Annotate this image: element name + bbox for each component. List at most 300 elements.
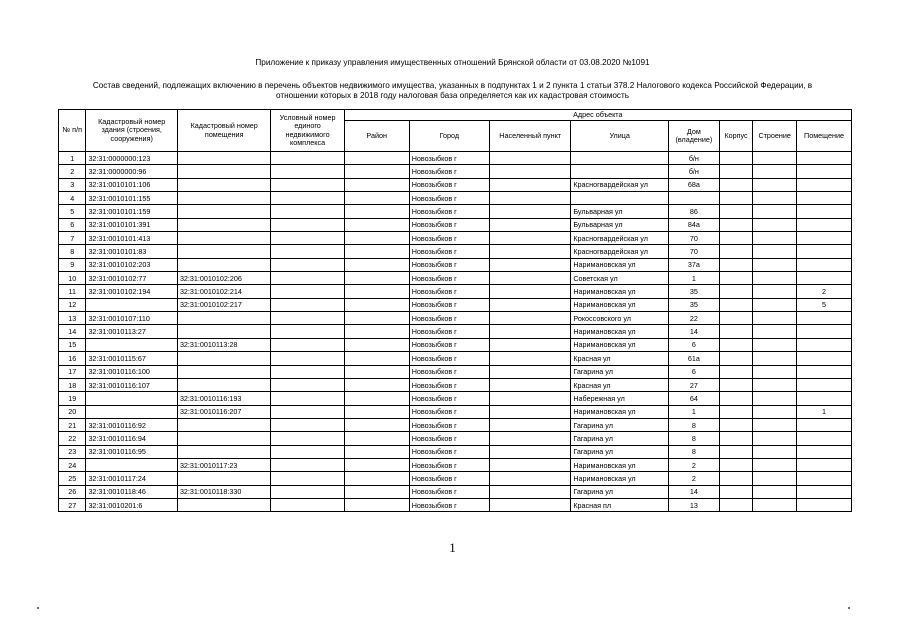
cell-settlement — [490, 432, 571, 445]
cell-korpus — [719, 338, 753, 351]
cell-stroenie — [753, 272, 797, 285]
table-row — [59, 378, 852, 391]
col-header-num: № п/п — [59, 110, 86, 152]
cell-house: 1 — [668, 405, 719, 418]
cell-premises-cadastral: 32:31:0010113:28 — [177, 338, 271, 351]
cell-num: 14 — [59, 325, 86, 338]
cell-building-cadastral: 32:31:0010116:95 — [86, 445, 178, 458]
cell-settlement — [490, 232, 571, 245]
cell-premises-cadastral: 32:31:0010102:217 — [177, 298, 271, 311]
cell-street: Рокоссовского ул — [571, 312, 669, 325]
cell-korpus — [719, 378, 753, 391]
table-row — [59, 258, 852, 271]
cell-num: 1 — [59, 152, 86, 165]
cell-room — [797, 245, 852, 258]
cell-num: 13 — [59, 312, 86, 325]
cell-complex-number — [271, 218, 344, 231]
cell-city: Новозыбков г — [409, 272, 489, 285]
cell-district — [344, 218, 409, 231]
cell-complex-number — [271, 392, 344, 405]
cell-building-cadastral: 32:31:0010102:194 — [86, 285, 178, 298]
table-row — [59, 458, 852, 471]
cell-district — [344, 338, 409, 351]
cell-house: 14 — [668, 325, 719, 338]
cell-building-cadastral: 32:31:0010101:413 — [86, 232, 178, 245]
cell-premises-cadastral: 32:31:0010116:207 — [177, 405, 271, 418]
cell-district — [344, 432, 409, 445]
cell-street: Наримановская ул — [571, 325, 669, 338]
cell-building-cadastral — [86, 405, 178, 418]
cell-korpus — [719, 245, 753, 258]
cell-num: 26 — [59, 485, 86, 498]
cell-complex-number — [271, 432, 344, 445]
cell-complex-number — [271, 338, 344, 351]
cell-korpus — [719, 392, 753, 405]
cell-premises-cadastral — [177, 258, 271, 271]
cell-complex-number — [271, 405, 344, 418]
cell-room — [797, 445, 852, 458]
cell-street: Гагарина ул — [571, 485, 669, 498]
cell-house — [668, 192, 719, 205]
cell-building-cadastral: 32:31:0010116:92 — [86, 418, 178, 431]
cell-korpus — [719, 165, 753, 178]
cell-korpus — [719, 445, 753, 458]
col-header-korpus: Корпус — [719, 121, 753, 152]
cell-room — [797, 392, 852, 405]
cell-house: 14 — [668, 485, 719, 498]
cell-city: Новозыбков г — [409, 218, 489, 231]
cell-building-cadastral: 32:31:0010116:100 — [86, 365, 178, 378]
cell-num: 17 — [59, 365, 86, 378]
col-header-premises-cadastral: Кадастровый номер помещения — [177, 110, 271, 152]
cell-room — [797, 205, 852, 218]
cell-district — [344, 485, 409, 498]
cell-num: 25 — [59, 472, 86, 485]
cell-street — [571, 165, 669, 178]
cell-district — [344, 325, 409, 338]
cell-stroenie — [753, 285, 797, 298]
cell-premises-cadastral: 32:31:0010102:206 — [177, 272, 271, 285]
scan-speck — [848, 607, 850, 609]
cell-korpus — [719, 258, 753, 271]
cell-house: 70 — [668, 232, 719, 245]
cell-stroenie — [753, 485, 797, 498]
cell-num: 22 — [59, 432, 86, 445]
cell-stroenie — [753, 338, 797, 351]
cell-district — [344, 445, 409, 458]
cell-district — [344, 352, 409, 365]
cell-korpus — [719, 192, 753, 205]
cell-complex-number — [271, 192, 344, 205]
cell-num: 19 — [59, 392, 86, 405]
cell-city: Новозыбков г — [409, 245, 489, 258]
table-row — [59, 338, 852, 351]
cell-building-cadastral: 32:31:0010102:77 — [86, 272, 178, 285]
table-row — [59, 432, 852, 445]
cell-street: Красногвардейская ул — [571, 232, 669, 245]
cell-premises-cadastral — [177, 178, 271, 191]
cell-house: 2 — [668, 472, 719, 485]
cell-house: 1 — [668, 272, 719, 285]
table-row — [59, 472, 852, 485]
cell-district — [344, 152, 409, 165]
cell-settlement — [490, 312, 571, 325]
table-row — [59, 165, 852, 178]
cell-korpus — [719, 485, 753, 498]
cell-complex-number — [271, 325, 344, 338]
table-row — [59, 485, 852, 498]
cell-city: Новозыбков г — [409, 298, 489, 311]
cell-num: 21 — [59, 418, 86, 431]
cell-house: 6 — [668, 365, 719, 378]
cell-korpus — [719, 178, 753, 191]
col-header-building-cadastral: Кадастровый номер здания (строения, сооружения) — [86, 110, 178, 152]
cell-stroenie — [753, 392, 797, 405]
cell-num: 24 — [59, 458, 86, 471]
cell-settlement — [490, 445, 571, 458]
cell-num: 10 — [59, 272, 86, 285]
table-row — [59, 445, 852, 458]
cell-house: 35 — [668, 285, 719, 298]
cell-korpus — [719, 432, 753, 445]
cell-settlement — [490, 298, 571, 311]
cell-num: 15 — [59, 338, 86, 351]
cell-building-cadastral — [86, 338, 178, 351]
col-header-city: Город — [409, 121, 489, 152]
cell-stroenie — [753, 178, 797, 191]
cell-complex-number — [271, 418, 344, 431]
cell-house: б/н — [668, 165, 719, 178]
cell-house: 37а — [668, 258, 719, 271]
cell-stroenie — [753, 432, 797, 445]
cell-room — [797, 378, 852, 391]
cell-city: Новозыбков г — [409, 405, 489, 418]
cell-room — [797, 312, 852, 325]
cell-room — [797, 338, 852, 351]
cell-street: Наримановская ул — [571, 338, 669, 351]
cell-stroenie — [753, 352, 797, 365]
cell-city: Новозыбков г — [409, 165, 489, 178]
cell-street: Наримановская ул — [571, 258, 669, 271]
cell-street: Красногвардейская ул — [571, 245, 669, 258]
cell-stroenie — [753, 418, 797, 431]
cell-settlement — [490, 258, 571, 271]
col-header-complex-number: Условный номер единого недвижимого комплекса — [271, 110, 344, 152]
cell-premises-cadastral — [177, 472, 271, 485]
cell-korpus — [719, 498, 753, 511]
cell-stroenie — [753, 218, 797, 231]
table-row — [59, 245, 852, 258]
cell-street: Гагарина ул — [571, 432, 669, 445]
cell-house: 8 — [668, 432, 719, 445]
table-row — [59, 352, 852, 365]
table-row — [59, 152, 852, 165]
cell-street: Наримановская ул — [571, 298, 669, 311]
table-row — [59, 192, 852, 205]
cell-settlement — [490, 192, 571, 205]
table-row — [59, 498, 852, 511]
cell-district — [344, 272, 409, 285]
cell-premises-cadastral — [177, 365, 271, 378]
table-row — [59, 365, 852, 378]
cell-building-cadastral: 32:31:0010101:106 — [86, 178, 178, 191]
cell-num: 8 — [59, 245, 86, 258]
cell-complex-number — [271, 258, 344, 271]
cell-room — [797, 458, 852, 471]
table-body — [59, 152, 852, 512]
cell-stroenie — [753, 298, 797, 311]
cell-city: Новозыбков г — [409, 485, 489, 498]
cell-district — [344, 192, 409, 205]
cell-premises-cadastral — [177, 205, 271, 218]
cell-settlement — [490, 352, 571, 365]
cell-building-cadastral: 32:31:0010101:155 — [86, 192, 178, 205]
cell-district — [344, 165, 409, 178]
cell-settlement — [490, 338, 571, 351]
document-heading-line1: Состав сведений, подлежащих включению в перечень объектов недвижимого имущества, указанных в подпунктах 1 и 2 пункта 1 статьи 378.2 Налогового кодекса Российской Федерации, в — [92, 81, 813, 90]
cell-premises-cadastral — [177, 218, 271, 231]
cell-korpus — [719, 312, 753, 325]
cell-korpus — [719, 232, 753, 245]
cell-complex-number — [271, 485, 344, 498]
cell-stroenie — [753, 458, 797, 471]
cell-house: 84а — [668, 218, 719, 231]
cell-settlement — [490, 325, 571, 338]
cell-settlement — [490, 205, 571, 218]
col-header-room: Помещение — [797, 121, 852, 152]
cell-room — [797, 258, 852, 271]
cell-settlement — [490, 405, 571, 418]
cell-district — [344, 312, 409, 325]
cell-room — [797, 178, 852, 191]
cell-settlement — [490, 365, 571, 378]
cell-district — [344, 472, 409, 485]
cell-settlement — [490, 392, 571, 405]
cell-city: Новозыбков г — [409, 352, 489, 365]
table-row — [59, 218, 852, 231]
cell-building-cadastral: 32:31:0010118:46 — [86, 485, 178, 498]
cell-premises-cadastral: 32:31:0010117:23 — [177, 458, 271, 471]
cell-room — [797, 232, 852, 245]
cell-room — [797, 165, 852, 178]
cell-city: Новозыбков г — [409, 472, 489, 485]
table-row — [59, 285, 852, 298]
cell-city: Новозыбков г — [409, 285, 489, 298]
property-register-table — [58, 109, 852, 512]
cell-korpus — [719, 352, 753, 365]
cell-num: 7 — [59, 232, 86, 245]
cell-district — [344, 458, 409, 471]
cell-street: Красная ул — [571, 352, 669, 365]
table-row — [59, 205, 852, 218]
cell-complex-number — [271, 272, 344, 285]
cell-korpus — [719, 458, 753, 471]
cell-house: 13 — [668, 498, 719, 511]
cell-district — [344, 378, 409, 391]
cell-num: 3 — [59, 178, 86, 191]
cell-settlement — [490, 498, 571, 511]
cell-premises-cadastral — [177, 418, 271, 431]
cell-city: Новозыбков г — [409, 338, 489, 351]
cell-house: б/н — [668, 152, 719, 165]
cell-house: 6 — [668, 338, 719, 351]
cell-settlement — [490, 378, 571, 391]
cell-building-cadastral — [86, 298, 178, 311]
cell-building-cadastral: 32:31:0000000:123 — [86, 152, 178, 165]
cell-building-cadastral: 32:31:0000000:96 — [86, 165, 178, 178]
cell-city: Новозыбков г — [409, 365, 489, 378]
cell-street: Бульварная ул — [571, 218, 669, 231]
cell-building-cadastral: 32:31:0010116:94 — [86, 432, 178, 445]
cell-house: 68а — [668, 178, 719, 191]
cell-premises-cadastral — [177, 498, 271, 511]
cell-street: Гагарина ул — [571, 365, 669, 378]
cell-premises-cadastral: 32:31:0010102:214 — [177, 285, 271, 298]
col-header-street: Улица — [571, 121, 669, 152]
cell-street: Советская ул — [571, 272, 669, 285]
cell-street: Наримановская ул — [571, 405, 669, 418]
table-header — [59, 110, 852, 152]
cell-premises-cadastral — [177, 152, 271, 165]
cell-settlement — [490, 218, 571, 231]
cell-building-cadastral: 32:31:0010101:83 — [86, 245, 178, 258]
col-header-address-group: Адрес объекта — [344, 110, 851, 121]
cell-street: Гагарина ул — [571, 418, 669, 431]
cell-complex-number — [271, 285, 344, 298]
col-header-settlement: Населенный пункт — [490, 121, 571, 152]
cell-street: Красная пл — [571, 498, 669, 511]
cell-building-cadastral: 32:31:0010201:6 — [86, 498, 178, 511]
cell-room — [797, 325, 852, 338]
cell-korpus — [719, 285, 753, 298]
cell-complex-number — [271, 472, 344, 485]
cell-street: Гагарина ул — [571, 445, 669, 458]
cell-building-cadastral — [86, 458, 178, 471]
cell-num: 2 — [59, 165, 86, 178]
cell-korpus — [719, 152, 753, 165]
cell-premises-cadastral — [177, 312, 271, 325]
cell-settlement — [490, 178, 571, 191]
cell-room — [797, 485, 852, 498]
cell-district — [344, 365, 409, 378]
cell-district — [344, 205, 409, 218]
cell-stroenie — [753, 165, 797, 178]
cell-city: Новозыбков г — [409, 205, 489, 218]
cell-premises-cadastral — [177, 245, 271, 258]
cell-city: Новозыбков г — [409, 312, 489, 325]
cell-district — [344, 298, 409, 311]
table-row — [59, 232, 852, 245]
cell-num: 4 — [59, 192, 86, 205]
cell-complex-number — [271, 298, 344, 311]
scan-speck — [37, 607, 39, 609]
cell-building-cadastral: 32:31:0010101:159 — [86, 205, 178, 218]
cell-room — [797, 218, 852, 231]
cell-district — [344, 258, 409, 271]
cell-district — [344, 245, 409, 258]
cell-building-cadastral — [86, 392, 178, 405]
cell-street: Наримановская ул — [571, 472, 669, 485]
cell-city: Новозыбков г — [409, 432, 489, 445]
cell-district — [344, 178, 409, 191]
cell-premises-cadastral — [177, 445, 271, 458]
cell-street: Наримановская ул — [571, 285, 669, 298]
cell-premises-cadastral — [177, 192, 271, 205]
cell-korpus — [719, 472, 753, 485]
cell-korpus — [719, 272, 753, 285]
cell-premises-cadastral: 32:31:0010118:330 — [177, 485, 271, 498]
cell-room — [797, 152, 852, 165]
cell-stroenie — [753, 152, 797, 165]
cell-premises-cadastral — [177, 165, 271, 178]
cell-room: 1 — [797, 405, 852, 418]
cell-korpus — [719, 298, 753, 311]
cell-city: Новозыбков г — [409, 445, 489, 458]
cell-korpus — [719, 405, 753, 418]
cell-district — [344, 392, 409, 405]
cell-complex-number — [271, 312, 344, 325]
cell-street: Бульварная ул — [571, 205, 669, 218]
table-row — [59, 325, 852, 338]
cell-premises-cadastral: 32:31:0010116:193 — [177, 392, 271, 405]
table-row — [59, 298, 852, 311]
cell-complex-number — [271, 365, 344, 378]
cell-building-cadastral: 32:31:0010117:24 — [86, 472, 178, 485]
cell-building-cadastral: 32:31:0010116:107 — [86, 378, 178, 391]
cell-district — [344, 285, 409, 298]
cell-settlement — [490, 458, 571, 471]
cell-complex-number — [271, 378, 344, 391]
cell-num: 6 — [59, 218, 86, 231]
cell-korpus — [719, 218, 753, 231]
cell-street — [571, 152, 669, 165]
cell-room — [797, 272, 852, 285]
col-header-stroenie: Строение — [753, 121, 797, 152]
document-heading-line2: отношении которых в 2018 году налоговая база определяется как их кадастровая стоимость — [275, 91, 629, 100]
table-row — [59, 178, 852, 191]
table-row — [59, 392, 852, 405]
cell-complex-number — [271, 445, 344, 458]
cell-settlement — [490, 485, 571, 498]
cell-stroenie — [753, 445, 797, 458]
cell-city: Новозыбков г — [409, 152, 489, 165]
cell-city: Новозыбков г — [409, 232, 489, 245]
cell-complex-number — [271, 232, 344, 245]
cell-room: 2 — [797, 285, 852, 298]
cell-settlement — [490, 285, 571, 298]
cell-street: Красная ул — [571, 378, 669, 391]
cell-settlement — [490, 245, 571, 258]
cell-house: 64 — [668, 392, 719, 405]
cell-street — [571, 192, 669, 205]
cell-stroenie — [753, 312, 797, 325]
cell-settlement — [490, 152, 571, 165]
cell-building-cadastral: 32:31:0010101:391 — [86, 218, 178, 231]
cell-building-cadastral: 32:31:0010115:67 — [86, 352, 178, 365]
cell-stroenie — [753, 192, 797, 205]
cell-building-cadastral: 32:31:0010107:110 — [86, 312, 178, 325]
cell-district — [344, 405, 409, 418]
table-row — [59, 312, 852, 325]
cell-house: 22 — [668, 312, 719, 325]
cell-house: 86 — [668, 205, 719, 218]
cell-premises-cadastral — [177, 378, 271, 391]
cell-stroenie — [753, 258, 797, 271]
cell-city: Новозыбков г — [409, 458, 489, 471]
cell-house: 2 — [668, 458, 719, 471]
cell-stroenie — [753, 498, 797, 511]
cell-stroenie — [753, 365, 797, 378]
